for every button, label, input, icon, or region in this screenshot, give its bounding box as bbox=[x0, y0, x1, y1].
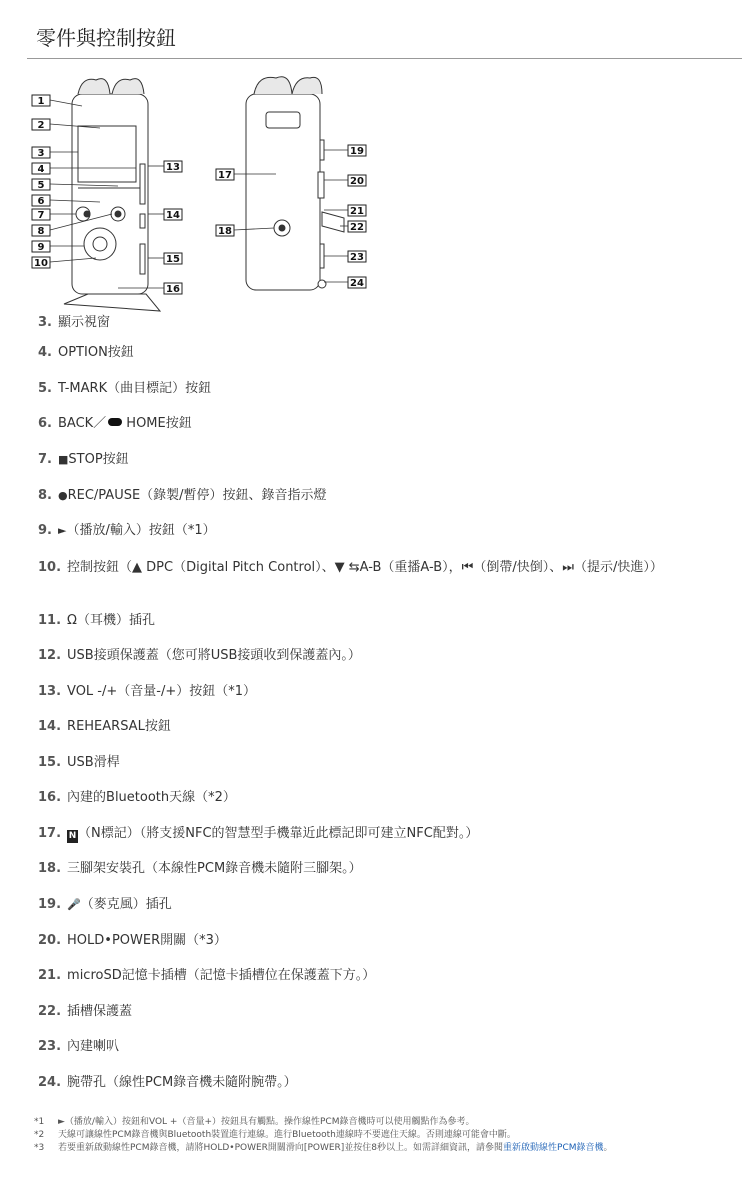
part-item bbox=[38, 487, 730, 505]
callout-label: 9 bbox=[37, 242, 45, 253]
part-number: 7. bbox=[38, 452, 52, 467]
part-text: OPTION按鈕 bbox=[57, 345, 134, 360]
footnote-text: 天線可讓線性PCM錄音機與Bluetooth裝置進行連線。進行Bluetooth連線時不要遮住天線。否則連線可能會中斷。 bbox=[58, 1130, 516, 1140]
callout-label: 2 bbox=[37, 120, 45, 131]
part-item bbox=[38, 754, 730, 772]
part-item bbox=[38, 825, 730, 843]
part-item bbox=[38, 559, 730, 577]
callout-label: 23 bbox=[350, 252, 364, 263]
callout-label: 21 bbox=[350, 206, 364, 217]
footnote-tail: 。 bbox=[603, 1143, 613, 1153]
footnote-mark: *2 bbox=[34, 1130, 45, 1140]
callout-label: 18 bbox=[218, 226, 232, 237]
part-text: （N標記）（將支援NFC的智慧型手機靠近此標記即可建立NFC配對。） bbox=[78, 826, 479, 841]
device-diagram bbox=[30, 68, 370, 316]
footnote-mark: *3 bbox=[34, 1143, 45, 1153]
part-number: 16. bbox=[38, 790, 62, 805]
callout-label: 3 bbox=[37, 148, 45, 159]
part-item bbox=[38, 647, 730, 665]
part-item bbox=[38, 932, 730, 950]
part-item bbox=[38, 415, 730, 433]
footnote-text: 若要重新啟動線性PCM錄音機，請將HOLD•POWER開關滑向[POWER]並按住8秒以上。如需詳細資訊，請參閱 bbox=[58, 1143, 504, 1153]
footnote-mark: *1 bbox=[34, 1117, 45, 1127]
part-number: 18. bbox=[38, 861, 62, 876]
callout-label: 8 bbox=[37, 226, 45, 237]
part-text: T-MARK（曲目標記）按鈕 bbox=[57, 381, 212, 396]
part-number: 6. bbox=[38, 416, 52, 431]
part-number: 24. bbox=[38, 1075, 62, 1090]
footnote-text: ►（播放/輸入）按鈕和VOL +（音量+）按鈕具有觸點。操作線性PCM錄音機時可以使用觸點作為參考。 bbox=[58, 1117, 475, 1127]
part-number: 23. bbox=[38, 1039, 62, 1054]
part-text: microSD記憶卡插槽（記憶卡插槽位在保護蓋下方。） bbox=[67, 968, 376, 983]
home-icon bbox=[108, 418, 122, 426]
part-item bbox=[38, 344, 730, 362]
part-item bbox=[38, 1074, 730, 1092]
part-symbol-icon: ► bbox=[57, 524, 67, 537]
part-item bbox=[38, 683, 730, 701]
part-text: 顯示視窗 bbox=[57, 315, 110, 330]
part-number: 13. bbox=[38, 684, 62, 699]
part-text: 內建的Bluetooth天線（*2） bbox=[67, 790, 236, 805]
part-symbol-icon: ● bbox=[57, 489, 68, 502]
part-text: Ω（耳機）插孔 bbox=[67, 613, 155, 628]
part-number: 20. bbox=[38, 933, 62, 948]
callout-label: 15 bbox=[166, 254, 180, 265]
page-title: 零件與控制按鈕 bbox=[36, 26, 176, 50]
part-number: 12. bbox=[38, 648, 62, 663]
restart-recorder-link[interactable]: 重新啟動線性PCM錄音機 bbox=[503, 1143, 604, 1153]
part-item bbox=[38, 380, 730, 398]
part-text: 插槽保護蓋 bbox=[67, 1004, 133, 1019]
part-number: 22. bbox=[38, 1004, 62, 1019]
part-item bbox=[38, 451, 730, 469]
part-text: HOLD•POWER開關（*3） bbox=[67, 933, 227, 948]
part-number: 5. bbox=[38, 381, 52, 396]
callout-label: 24 bbox=[350, 278, 364, 289]
title-divider bbox=[27, 58, 742, 59]
callout-label: 10 bbox=[34, 258, 48, 269]
callout-label: 13 bbox=[166, 162, 180, 173]
part-text: （播放/輸入）按鈕（*1） bbox=[66, 523, 216, 538]
callout-label: 16 bbox=[166, 284, 180, 295]
callout-label: 14 bbox=[166, 210, 180, 221]
part-item bbox=[38, 612, 730, 630]
part-prefix: BACK／ bbox=[57, 416, 107, 431]
part-text: 控制按鈕（▲ DPC（Digital Pitch Control）、▼ ⇆A-B（重播A-B），⏮（倒帶/快倒）、⏭（提示/快進）） bbox=[67, 560, 663, 575]
callout-label: 22 bbox=[350, 222, 364, 233]
part-text: REHEARSAL按鈕 bbox=[67, 719, 171, 734]
part-text: 內建喇叭 bbox=[67, 1039, 120, 1054]
part-number: 14. bbox=[38, 719, 62, 734]
callout-label: 17 bbox=[218, 170, 232, 181]
part-item bbox=[38, 1038, 730, 1056]
part-number: 3. bbox=[38, 315, 52, 330]
part-number: 17. bbox=[38, 826, 62, 841]
part-item bbox=[38, 314, 730, 332]
callout-label: 4 bbox=[37, 164, 45, 175]
callout-label: 1 bbox=[37, 96, 45, 107]
part-number: 11. bbox=[38, 613, 62, 628]
part-number: 4. bbox=[38, 345, 52, 360]
part-number: 8. bbox=[38, 488, 52, 503]
callout-label: 20 bbox=[350, 176, 364, 187]
part-number: 21. bbox=[38, 968, 62, 983]
part-item bbox=[38, 522, 730, 540]
callout-label: 7 bbox=[37, 210, 45, 221]
part-text: USB接頭保護蓋（您可將USB接頭收到保護蓋內。） bbox=[67, 648, 361, 663]
part-item bbox=[38, 1003, 730, 1021]
part-text: VOL -/+（音量-/+）按鈕（*1） bbox=[67, 684, 257, 699]
part-text: REC/PAUSE（錄製/暫停）按鈕、錄音指示燈 bbox=[67, 488, 327, 503]
part-item bbox=[38, 718, 730, 736]
part-text: USB滑桿 bbox=[67, 755, 120, 770]
callout-label: 19 bbox=[350, 146, 364, 157]
part-text: 三腳架安裝孔（本線性PCM錄音機未隨附三腳架。） bbox=[67, 861, 362, 876]
part-symbol-icon: 🎤 bbox=[67, 898, 81, 911]
part-text: 腕帶孔（線性PCM錄音機未隨附腕帶。） bbox=[67, 1075, 297, 1090]
part-text: （麥克風）插孔 bbox=[80, 897, 172, 912]
part-item bbox=[38, 967, 730, 985]
part-number: 15. bbox=[38, 755, 62, 770]
part-number: 10. bbox=[38, 560, 62, 575]
part-text: HOME按鈕 bbox=[122, 416, 192, 431]
part-item bbox=[38, 789, 730, 807]
part-number: 19. bbox=[38, 897, 62, 912]
part-item bbox=[38, 860, 730, 878]
callout-label: 5 bbox=[37, 180, 45, 191]
n-mark-icon: N bbox=[68, 831, 77, 841]
part-text: STOP按鈕 bbox=[68, 452, 129, 467]
part-item bbox=[38, 896, 730, 914]
part-symbol-icon: ■ bbox=[57, 453, 69, 466]
callout-label: 6 bbox=[37, 196, 45, 207]
part-number: 9. bbox=[38, 523, 52, 538]
